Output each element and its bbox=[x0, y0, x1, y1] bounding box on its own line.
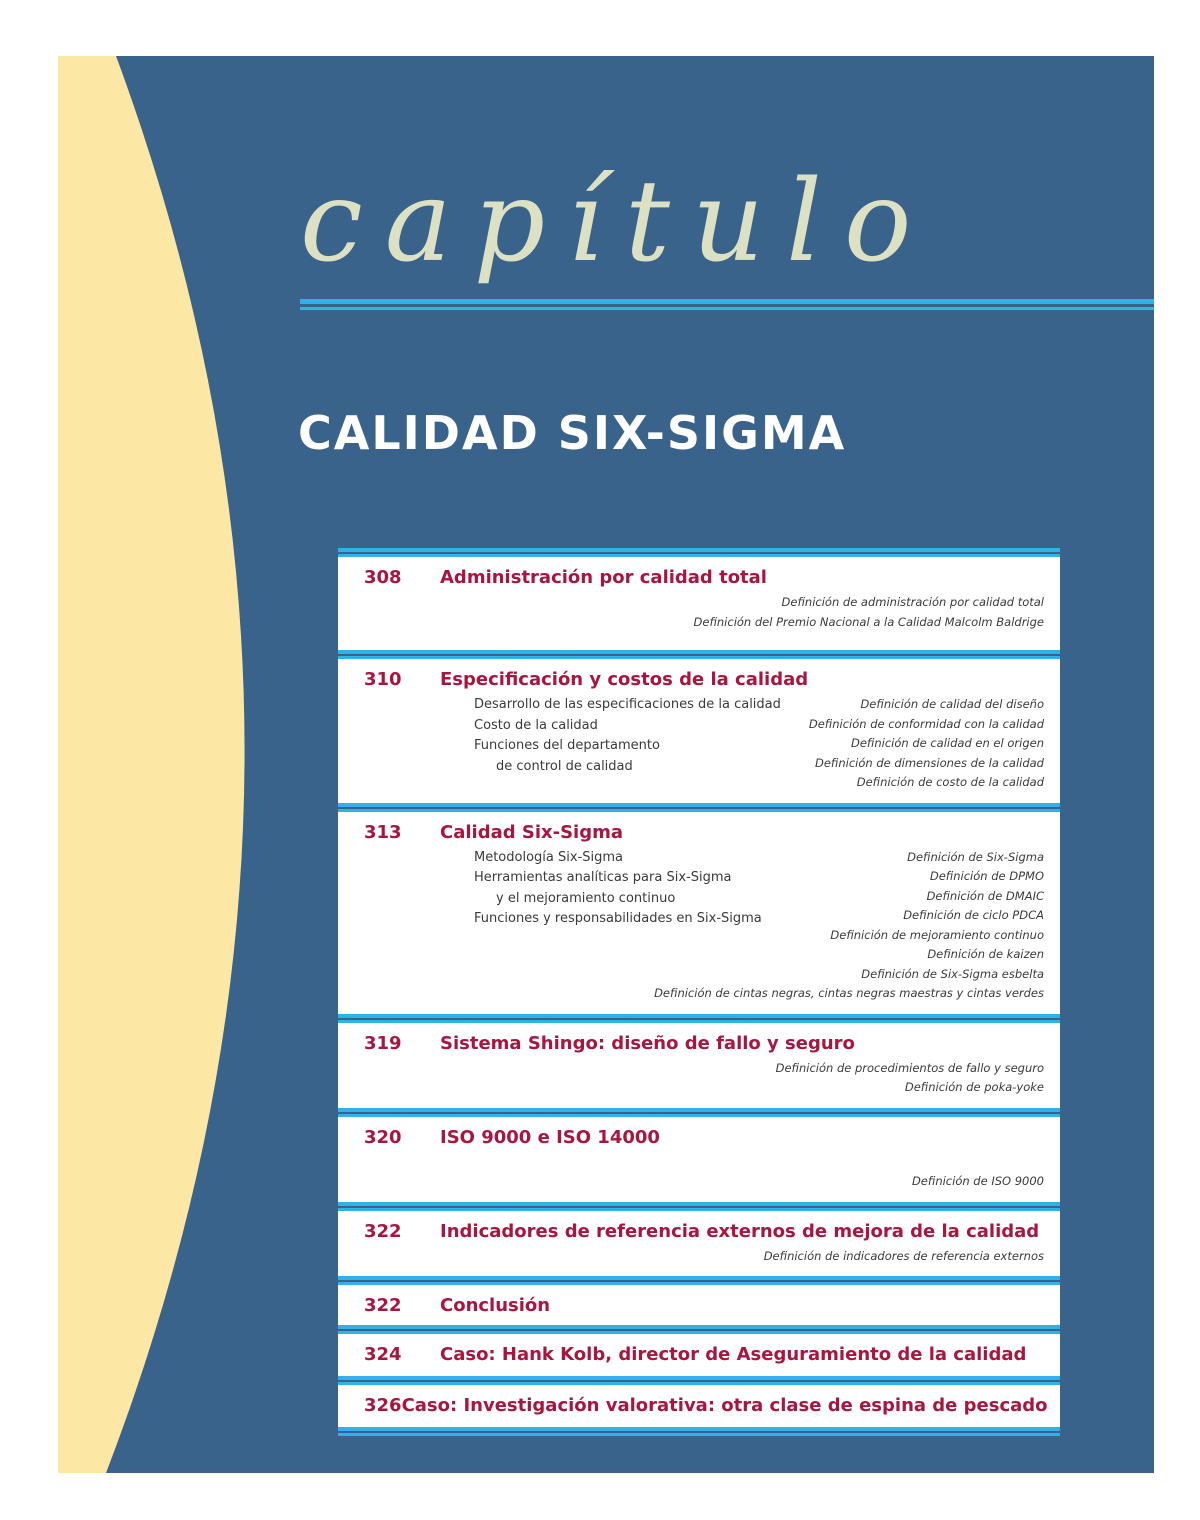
section-heading bbox=[338, 1127, 1044, 1153]
subtopic-list bbox=[474, 695, 781, 777]
definition-item: Definición de costo de la calidad bbox=[856, 775, 1044, 789]
section-divider bbox=[338, 650, 1060, 659]
definition-item: Definición de mejoramiento continuo bbox=[830, 927, 1044, 942]
toc-section bbox=[338, 1385, 1060, 1427]
toc-section bbox=[338, 1117, 1060, 1202]
subtopic-item: Desarrollo de las especificaciones de la calidad bbox=[474, 697, 781, 712]
section-divider bbox=[338, 1427, 1060, 1436]
section-body bbox=[474, 593, 1044, 632]
definition-item: Definición de conformidad con la calidad bbox=[808, 716, 1044, 731]
toc-section bbox=[338, 1334, 1060, 1376]
subtopic-item: y el mejoramiento continuo bbox=[496, 890, 676, 906]
section-page-number: 326 bbox=[364, 1395, 402, 1416]
section-title: Calidad Six-Sigma bbox=[440, 821, 624, 843]
section-divider bbox=[338, 1108, 1060, 1117]
definition-item: Definición de DMAIC bbox=[926, 888, 1044, 903]
subtopic-item: Funciones del departamento bbox=[474, 738, 660, 753]
section-title: Indicadores de referencia externos de mejora de la calidad bbox=[440, 1220, 1040, 1242]
section-divider bbox=[338, 548, 1060, 557]
subtopic-item: Funciones y responsabilidades en Six-Sigma bbox=[474, 911, 762, 926]
definition-item: Definición de dimensiones de la calidad bbox=[814, 755, 1044, 770]
section-page-number: 324 bbox=[364, 1344, 402, 1365]
definition-list bbox=[474, 593, 1044, 632]
chapter-title: CALIDAD SIX-SIGMA bbox=[298, 406, 847, 460]
definition-item: Definición de ciclo PDCA bbox=[903, 908, 1044, 922]
definition-item: Definición de procedimientos de fallo y seguro bbox=[775, 1060, 1044, 1075]
section-page-number: 319 bbox=[364, 1032, 402, 1054]
definition-item bbox=[474, 1153, 1044, 1173]
section-heading bbox=[338, 1221, 1044, 1247]
definition-item: Definición de calidad en el origen bbox=[850, 736, 1044, 750]
section-page-number: 308 bbox=[364, 567, 402, 588]
toc-section bbox=[338, 1211, 1060, 1277]
subtopic-item: de control de calidad bbox=[496, 758, 633, 774]
section-title: Conclusión bbox=[440, 1295, 551, 1316]
blue-panel bbox=[58, 56, 1154, 1473]
definition-item: Definición de calidad del diseño bbox=[860, 697, 1044, 711]
toc-section bbox=[338, 812, 1060, 1014]
subtopic-list bbox=[474, 848, 762, 930]
definition-item: Definición de poka-yoke bbox=[904, 1080, 1044, 1094]
section-body bbox=[474, 1059, 1044, 1098]
subtopic-item: Herramientas analíticas para Six-Sigma bbox=[474, 870, 732, 885]
definition-item: Definición de DPMO bbox=[929, 869, 1044, 883]
toc-section bbox=[338, 1023, 1060, 1108]
toc-section bbox=[338, 659, 1060, 803]
definition-item: Definición de indicadores de referencia externos bbox=[763, 1248, 1044, 1263]
section-heading bbox=[338, 1295, 1044, 1321]
chapter-rule-top bbox=[300, 299, 1154, 304]
definition-item: Definición de kaizen bbox=[927, 947, 1044, 961]
definition-item: Definición de Six-Sigma esbelta bbox=[861, 966, 1044, 981]
section-heading bbox=[338, 1033, 1044, 1059]
section-page-number: 322 bbox=[364, 1220, 402, 1242]
subtopic-item: Costo de la calidad bbox=[474, 717, 598, 733]
definition-item: Definición de ISO 9000 bbox=[911, 1174, 1044, 1188]
section-body bbox=[474, 848, 1044, 1004]
section-body bbox=[474, 1247, 1044, 1267]
section-heading bbox=[338, 669, 1044, 695]
definition-item: Definición de cintas negras, cintas negras maestras y cintas verdes bbox=[654, 986, 1044, 1000]
subtopic-item: Metodología Six-Sigma bbox=[474, 849, 623, 865]
definition-item: Definición de administración por calidad total bbox=[781, 595, 1044, 609]
cream-curve-shape bbox=[58, 56, 318, 1473]
section-divider bbox=[338, 1376, 1060, 1385]
section-title: Administración por calidad total bbox=[440, 567, 767, 588]
section-divider bbox=[338, 1325, 1060, 1334]
section-title: Caso: Hank Kolb, director de Aseguramiento de la calidad bbox=[440, 1344, 1027, 1365]
section-body bbox=[474, 1153, 1044, 1192]
section-heading bbox=[338, 1395, 1048, 1421]
section-divider bbox=[338, 1202, 1060, 1211]
section-divider bbox=[338, 1014, 1060, 1023]
section-page-number: 322 bbox=[364, 1295, 402, 1316]
section-body bbox=[474, 695, 1044, 793]
section-page-number: 310 bbox=[364, 669, 402, 690]
section-divider bbox=[338, 803, 1060, 812]
section-title: ISO 9000 e ISO 14000 bbox=[440, 1126, 660, 1148]
toc-section bbox=[338, 1285, 1060, 1325]
definition-list bbox=[474, 1059, 1044, 1098]
section-page-number: 313 bbox=[364, 821, 402, 843]
section-heading bbox=[338, 1344, 1044, 1370]
toc-section bbox=[338, 557, 1060, 650]
section-title: Sistema Shingo: diseño de fallo y seguro bbox=[440, 1032, 855, 1054]
section-divider bbox=[338, 1276, 1060, 1285]
definition-list bbox=[474, 1153, 1044, 1192]
chapter-word: capítulo bbox=[300, 157, 934, 287]
definition-item: Definición de Six-Sigma bbox=[907, 849, 1044, 864]
table-of-contents bbox=[338, 548, 1060, 1436]
section-heading bbox=[338, 822, 1044, 848]
section-heading bbox=[338, 567, 1044, 593]
section-title: Caso: Investigación valorativa: otra clase de espina de pescado bbox=[401, 1395, 1048, 1416]
definition-item: Definición del Premio Nacional a la Calidad Malcolm Baldrige bbox=[693, 614, 1044, 629]
chapter-rule-bottom bbox=[300, 307, 1154, 310]
section-page-number: 320 bbox=[364, 1126, 402, 1148]
section-title: Especificación y costos de la calidad bbox=[440, 669, 809, 690]
definition-list bbox=[474, 1247, 1044, 1267]
